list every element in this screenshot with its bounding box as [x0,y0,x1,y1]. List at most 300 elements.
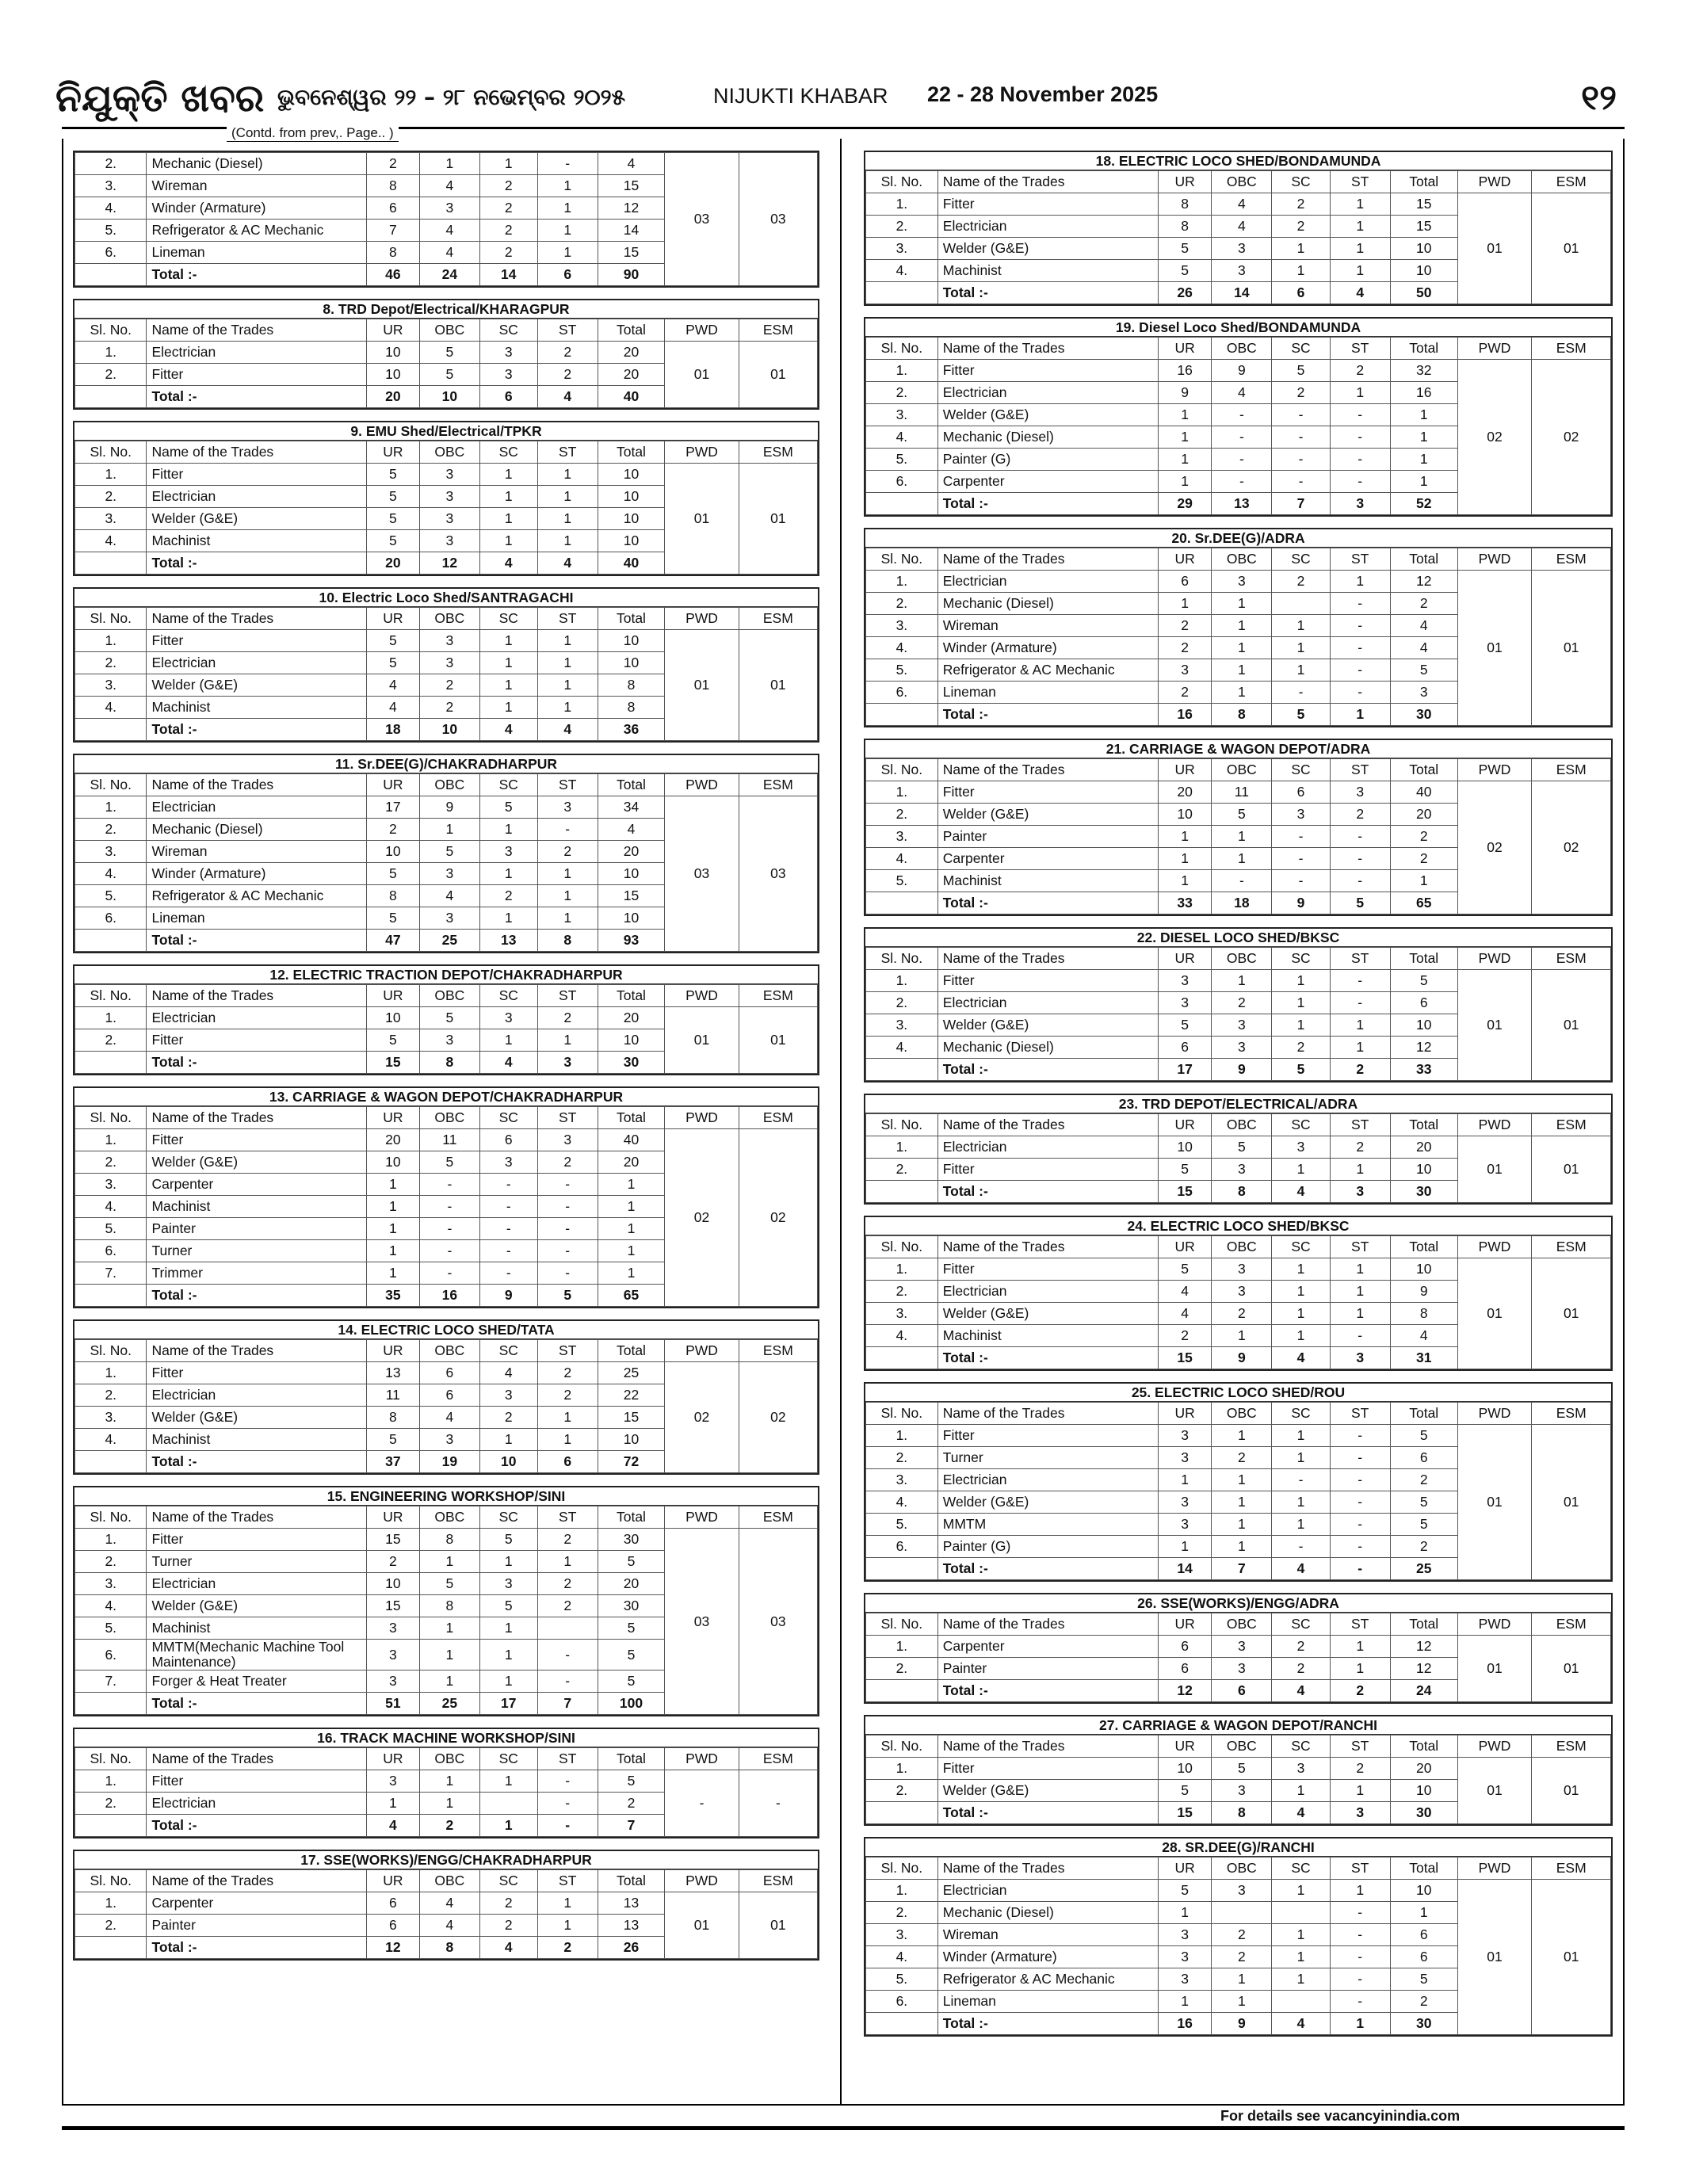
vacancy-table [865,170,1611,304]
total-label: Total :- [937,1802,1158,1824]
cell: 1 [1158,426,1211,449]
total-cell: 7 [1272,493,1330,515]
vacancy-table-block [864,317,1613,517]
cell: 1 [1158,449,1211,471]
column-header: Total [1390,548,1457,571]
cell: 15 [598,175,665,197]
table-row [866,1758,1611,1780]
cell: 2 [537,342,598,364]
cell: - [1330,826,1390,848]
cell: 3 [1158,1968,1211,1991]
vacancy-table [865,548,1611,726]
cell: 3. [75,1407,147,1429]
cell: 5 [1390,1425,1457,1447]
cell: 1. [75,1362,147,1384]
cell: 1. [75,630,147,652]
cell: 10 [598,464,665,486]
table-title: 10. Electric Loco Shed/SANTRAGACHI [74,589,818,607]
cell: 1 [1272,1924,1330,1946]
cell: 11 [419,1129,479,1151]
total-cell: 9 [1272,892,1330,914]
vacancy-table-block [73,1319,819,1475]
column-header: Name of the Trades [937,1858,1158,1880]
column-header: ESM [739,1107,817,1129]
trade-name: Fitter [937,1159,1158,1181]
column-header: UR [366,1748,419,1770]
cell: 2 [1390,1469,1457,1491]
cell: 1 [537,907,598,930]
cell: - [419,1174,479,1196]
cell: 2 [1272,571,1330,593]
cell: 1 [479,1617,537,1640]
vacancy-table [865,947,1611,1081]
total-cell: 14 [479,264,537,286]
table-row [866,1880,1611,1902]
trade-name: Fitter [937,1258,1158,1281]
cell: 10 [366,342,419,364]
column-header: Total [598,774,665,796]
cell: 5 [366,464,419,486]
cell: 1 [537,674,598,697]
total-cell: 1 [479,1815,537,1837]
cell: 1. [866,1258,938,1281]
cell [1272,1902,1330,1924]
cell: 1 [1390,404,1457,426]
cell: - [1272,870,1330,892]
pwd-value: 01 [1457,1880,1532,2035]
cell: 6. [866,682,938,704]
trade-name: Welder (G&E) [937,804,1158,826]
total-cell: 7 [598,1815,665,1837]
trade-name: Electrician [937,571,1158,593]
column-header: OBC [419,319,479,342]
column-header: SC [1272,948,1330,970]
table-title: 9. EMU Shed/Electrical/TPKR [74,422,818,441]
vacancy-table [865,1402,1611,1580]
cell: 1 [537,1407,598,1429]
cell: 4 [419,1915,479,1937]
column-header: Name of the Trades [937,548,1158,571]
cell: - [1212,404,1272,426]
total-cell: 30 [598,1052,665,1074]
esm-value: 03 [739,153,817,286]
vacancy-table [865,1613,1611,1702]
table-row [75,796,818,819]
pwd-value: 01 [1457,571,1532,726]
column-header: Name of the Trades [937,1735,1158,1758]
cell: - [1272,826,1330,848]
cell: 2 [1272,193,1330,216]
cell: - [537,1793,598,1815]
trade-name: Carpenter [937,1636,1158,1658]
column-header: ESM [1532,1114,1611,1136]
cell: 1 [537,697,598,719]
cell: 5 [366,907,419,930]
cell: 5. [75,1617,147,1640]
cell: 3. [866,238,938,260]
column-header: Sl. No. [75,441,147,464]
vacancy-table-block [73,299,819,410]
column-header: Total [598,1506,665,1529]
cell: 10 [1158,1136,1211,1159]
trade-name: Lineman [937,682,1158,704]
cell: 2 [1158,682,1211,704]
column-header: UR [1158,1613,1211,1636]
total-cell: 65 [1390,892,1457,914]
cell: 2 [1212,1924,1272,1946]
cell: 6. [75,242,147,264]
column-header: ST [1330,1735,1390,1758]
cell: 7. [75,1670,147,1693]
total-cell: 33 [1390,1059,1457,1081]
cell: 1 [1212,1991,1272,2013]
total-label: Total :- [937,704,1158,726]
cell: 1 [1158,870,1211,892]
column-header: UR [1158,171,1211,193]
cell: 10 [598,1029,665,1052]
column-header: PWD [1457,1403,1532,1425]
cell: 6. [75,1240,147,1262]
column-header: UR [1158,948,1211,970]
cell: - [1272,449,1330,471]
cell: 5 [366,1029,419,1052]
total-cell: 35 [366,1285,419,1307]
cell: 5. [866,1514,938,1536]
total-cell: 26 [1158,282,1211,304]
cell: 8 [366,885,419,907]
table-header-row [75,1870,818,1892]
trade-name: Fitter [147,464,366,486]
cell: 4 [598,819,665,841]
cell: 6 [1390,1946,1457,1968]
trade-name: Machinist [147,1429,366,1451]
cell: 3 [1158,970,1211,992]
trade-name: Electrician [147,652,366,674]
cell: - [537,1196,598,1218]
cell [866,892,938,914]
cell: 8 [419,1529,479,1551]
column-header: Sl. No. [866,1735,938,1758]
column-header: Sl. No. [866,1114,938,1136]
total-label: Total :- [937,2013,1158,2035]
vacancy-table [74,1869,818,1959]
column-header: ST [1330,1114,1390,1136]
cell: 2 [1330,1758,1390,1780]
cell [1272,593,1330,615]
total-label: Total :- [937,1181,1158,1203]
total-cell: 8 [1212,704,1272,726]
cell: 2 [479,175,537,197]
cell: 1 [1330,1636,1390,1658]
cell: 1 [479,863,537,885]
cell: 5 [1212,1758,1272,1780]
cell: 4 [479,1362,537,1384]
column-header: OBC [419,1870,479,1892]
cell: 4. [866,637,938,659]
total-label: Total :- [147,552,366,575]
column-header: ESM [1532,171,1611,193]
cell: - [537,1218,598,1240]
column-header: Sl. No. [75,608,147,630]
cell: 2 [537,1007,598,1029]
cell: - [1330,848,1390,870]
esm-value: 01 [1532,1425,1611,1580]
trade-name: Electrician [147,1007,366,1029]
cell: 3 [1158,659,1211,682]
column-header: Total [1390,1403,1457,1425]
cell: 1 [1158,1469,1211,1491]
esm-value: 01 [1532,1880,1611,2035]
cell: 1. [866,571,938,593]
table-header-row [866,1403,1611,1425]
cell: 8 [1158,216,1211,238]
total-cell: 9 [479,1285,537,1307]
cell: 6 [1158,1658,1211,1680]
cell: 30 [598,1529,665,1551]
cell: 1 [1330,1037,1390,1059]
total-cell: 4 [1272,2013,1330,2035]
cell: 4 [419,175,479,197]
total-cell: 50 [1390,282,1457,304]
column-header: SC [479,441,537,464]
trade-name: Refrigerator & AC Mechanic [937,659,1158,682]
total-cell: 9 [1212,1059,1272,1081]
cell: 4 [366,697,419,719]
column-header: UR [1158,1114,1211,1136]
total-cell: 2 [1330,1059,1390,1081]
cell: 3 [1212,571,1272,593]
total-cell: 4 [1330,282,1390,304]
cell: 1 [479,674,537,697]
cell: 3. [866,1303,938,1325]
pwd-value: 01 [665,464,739,575]
cell: 3 [419,486,479,508]
column-header: SC [479,608,537,630]
total-cell: 30 [1390,1181,1457,1203]
trade-name: Mechanic (Diesel) [937,1037,1158,1059]
vacancy-table-block [864,151,1613,306]
cell: 6 [1390,992,1457,1014]
cell: 5 [1158,260,1211,282]
cell: 3 [366,1640,419,1670]
cell: 5 [1390,1968,1457,1991]
esm-value: 01 [1532,1636,1611,1702]
cell: 5 [366,508,419,530]
english-title: NIJUKTI KHABAR [713,84,888,108]
column-header: PWD [665,1340,739,1362]
cell: 6 [366,197,419,220]
cell: 1 [1158,848,1211,870]
vacancy-table-block [864,927,1613,1082]
column-header: Sl. No. [866,1613,938,1636]
column-header: ST [537,774,598,796]
cell: 20 [598,342,665,364]
total-cell: 40 [598,386,665,408]
page-number: ୧୨ [1581,78,1617,118]
column-header: PWD [665,1506,739,1529]
cell: 12 [598,197,665,220]
cell: 1 [537,1892,598,1915]
esm-value: 01 [739,1007,817,1074]
table-title: 8. TRD Depot/Electrical/KHARAGPUR [74,300,818,319]
vacancy-table [74,1339,818,1473]
cell: 3 [366,1670,419,1693]
table-row [866,1136,1611,1159]
cell [866,1181,938,1203]
cell [75,386,147,408]
total-cell: 3 [1330,493,1390,515]
cell: 3 [419,1429,479,1451]
column-header: ST [1330,1613,1390,1636]
cell: 1. [866,193,938,216]
trade-name: Machinist [147,530,366,552]
cell: 1 [1212,1514,1272,1536]
cell: 1. [75,1007,147,1029]
esm-value: 01 [739,630,817,741]
cell: 2. [866,804,938,826]
cell: 2. [866,1281,938,1303]
total-cell: 5 [1272,704,1330,726]
vacancy-table [74,607,818,741]
trade-name: Wireman [937,615,1158,637]
cell: 3 [479,1007,537,1029]
trade-name: Machinist [147,1617,366,1640]
cell: 1. [866,970,938,992]
cell: 2. [75,819,147,841]
cell: 2 [1330,1136,1390,1159]
cell: 1 [479,1640,537,1670]
cell: 1 [598,1196,665,1218]
cell: 13 [598,1915,665,1937]
cell [1272,1991,1330,2013]
trade-name: Machinist [937,260,1158,282]
trade-name: Welder (G&E) [937,1303,1158,1325]
pwd-value: 01 [1457,1136,1532,1203]
cell: 3 [419,1029,479,1052]
cell: 10 [366,1007,419,1029]
cell: 1 [537,508,598,530]
cell: - [1330,615,1390,637]
total-cell: 13 [1212,493,1272,515]
cell: 10 [1390,1258,1457,1281]
trade-name: Carpenter [147,1892,366,1915]
trade-name: Wireman [147,841,366,863]
cell: 20 [366,1129,419,1151]
cell: 3 [1212,1159,1272,1181]
cell: 3 [479,342,537,364]
cell: 4. [75,697,147,719]
vacancy-table [74,773,818,952]
cell [866,1347,938,1369]
cell: 4. [866,1946,938,1968]
column-header: Total [1390,338,1457,360]
cell: 34 [598,796,665,819]
column-header: ESM [1532,1403,1611,1425]
cell: 8 [366,175,419,197]
trade-name: Painter (G) [937,449,1158,471]
column-header: SC [479,1748,537,1770]
trade-name: Refrigerator & AC Mechanic [937,1968,1158,1991]
table-row [75,342,818,364]
cell: 6. [75,907,147,930]
column-header: Sl. No. [866,1403,938,1425]
column-header: UR [366,1870,419,1892]
cell: 2 [479,1915,537,1937]
cell: 1 [1390,471,1457,493]
cell: 3. [866,615,938,637]
cell: 8 [1390,1303,1457,1325]
pwd-value: 03 [665,1529,739,1715]
cell: 5. [75,1218,147,1240]
cell: 16 [1390,382,1457,404]
cell: - [1330,992,1390,1014]
total-cell: 51 [366,1693,419,1715]
cell: 1 [1212,1469,1272,1491]
vacancy-table-block [73,421,819,576]
cell: 1. [75,464,147,486]
cell: 3 [1158,1447,1211,1469]
column-header: Total [598,319,665,342]
column-header: ST [537,985,598,1007]
vacancy-table-block [864,1715,1613,1826]
column-header: ST [537,1748,598,1770]
cell: 2 [479,242,537,264]
cell: 2 [1212,992,1272,1014]
table-row [866,360,1611,382]
cell: 1 [1330,1780,1390,1802]
column-header: SC [1272,171,1330,193]
table-header-row [866,1613,1611,1636]
cell: 1 [419,1640,479,1670]
total-cell: 12 [366,1937,419,1959]
cell: 1 [419,1670,479,1693]
column-header: ST [537,1107,598,1129]
column-header: OBC [1212,1613,1272,1636]
cell: 1 [537,220,598,242]
column-header: Name of the Trades [147,1748,366,1770]
vacancy-table [865,758,1611,914]
cell: 1 [1272,1159,1330,1181]
cell: 3 [479,1573,537,1595]
cell: 1 [479,486,537,508]
column-header: ESM [739,441,817,464]
column-header: ST [1330,1858,1390,1880]
vacancy-table-block [864,1382,1613,1582]
column-header: Name of the Trades [147,985,366,1007]
cell: 1 [1212,848,1272,870]
cell: 5 [598,1551,665,1573]
cell: 1 [1272,615,1330,637]
column-header: Total [1390,1114,1457,1136]
total-cell: 26 [598,1937,665,1959]
vacancy-table-block [864,1593,1613,1704]
cell: 1. [866,1425,938,1447]
column-header: PWD [1457,338,1532,360]
cell: 2 [1212,1303,1272,1325]
cell: 2. [75,1384,147,1407]
total-cell: 16 [1158,2013,1211,2035]
cell: - [537,1240,598,1262]
english-date: 22 - 28 November 2025 [927,82,1159,106]
total-cell: 30 [1390,2013,1457,2035]
esm-value: 01 [1532,1136,1611,1203]
table-header-row [75,1340,818,1362]
cell: 1 [1330,1303,1390,1325]
cell: 5 [419,342,479,364]
cell: 1 [537,885,598,907]
column-header: ESM [1532,1858,1611,1880]
cell: 10 [1390,238,1457,260]
